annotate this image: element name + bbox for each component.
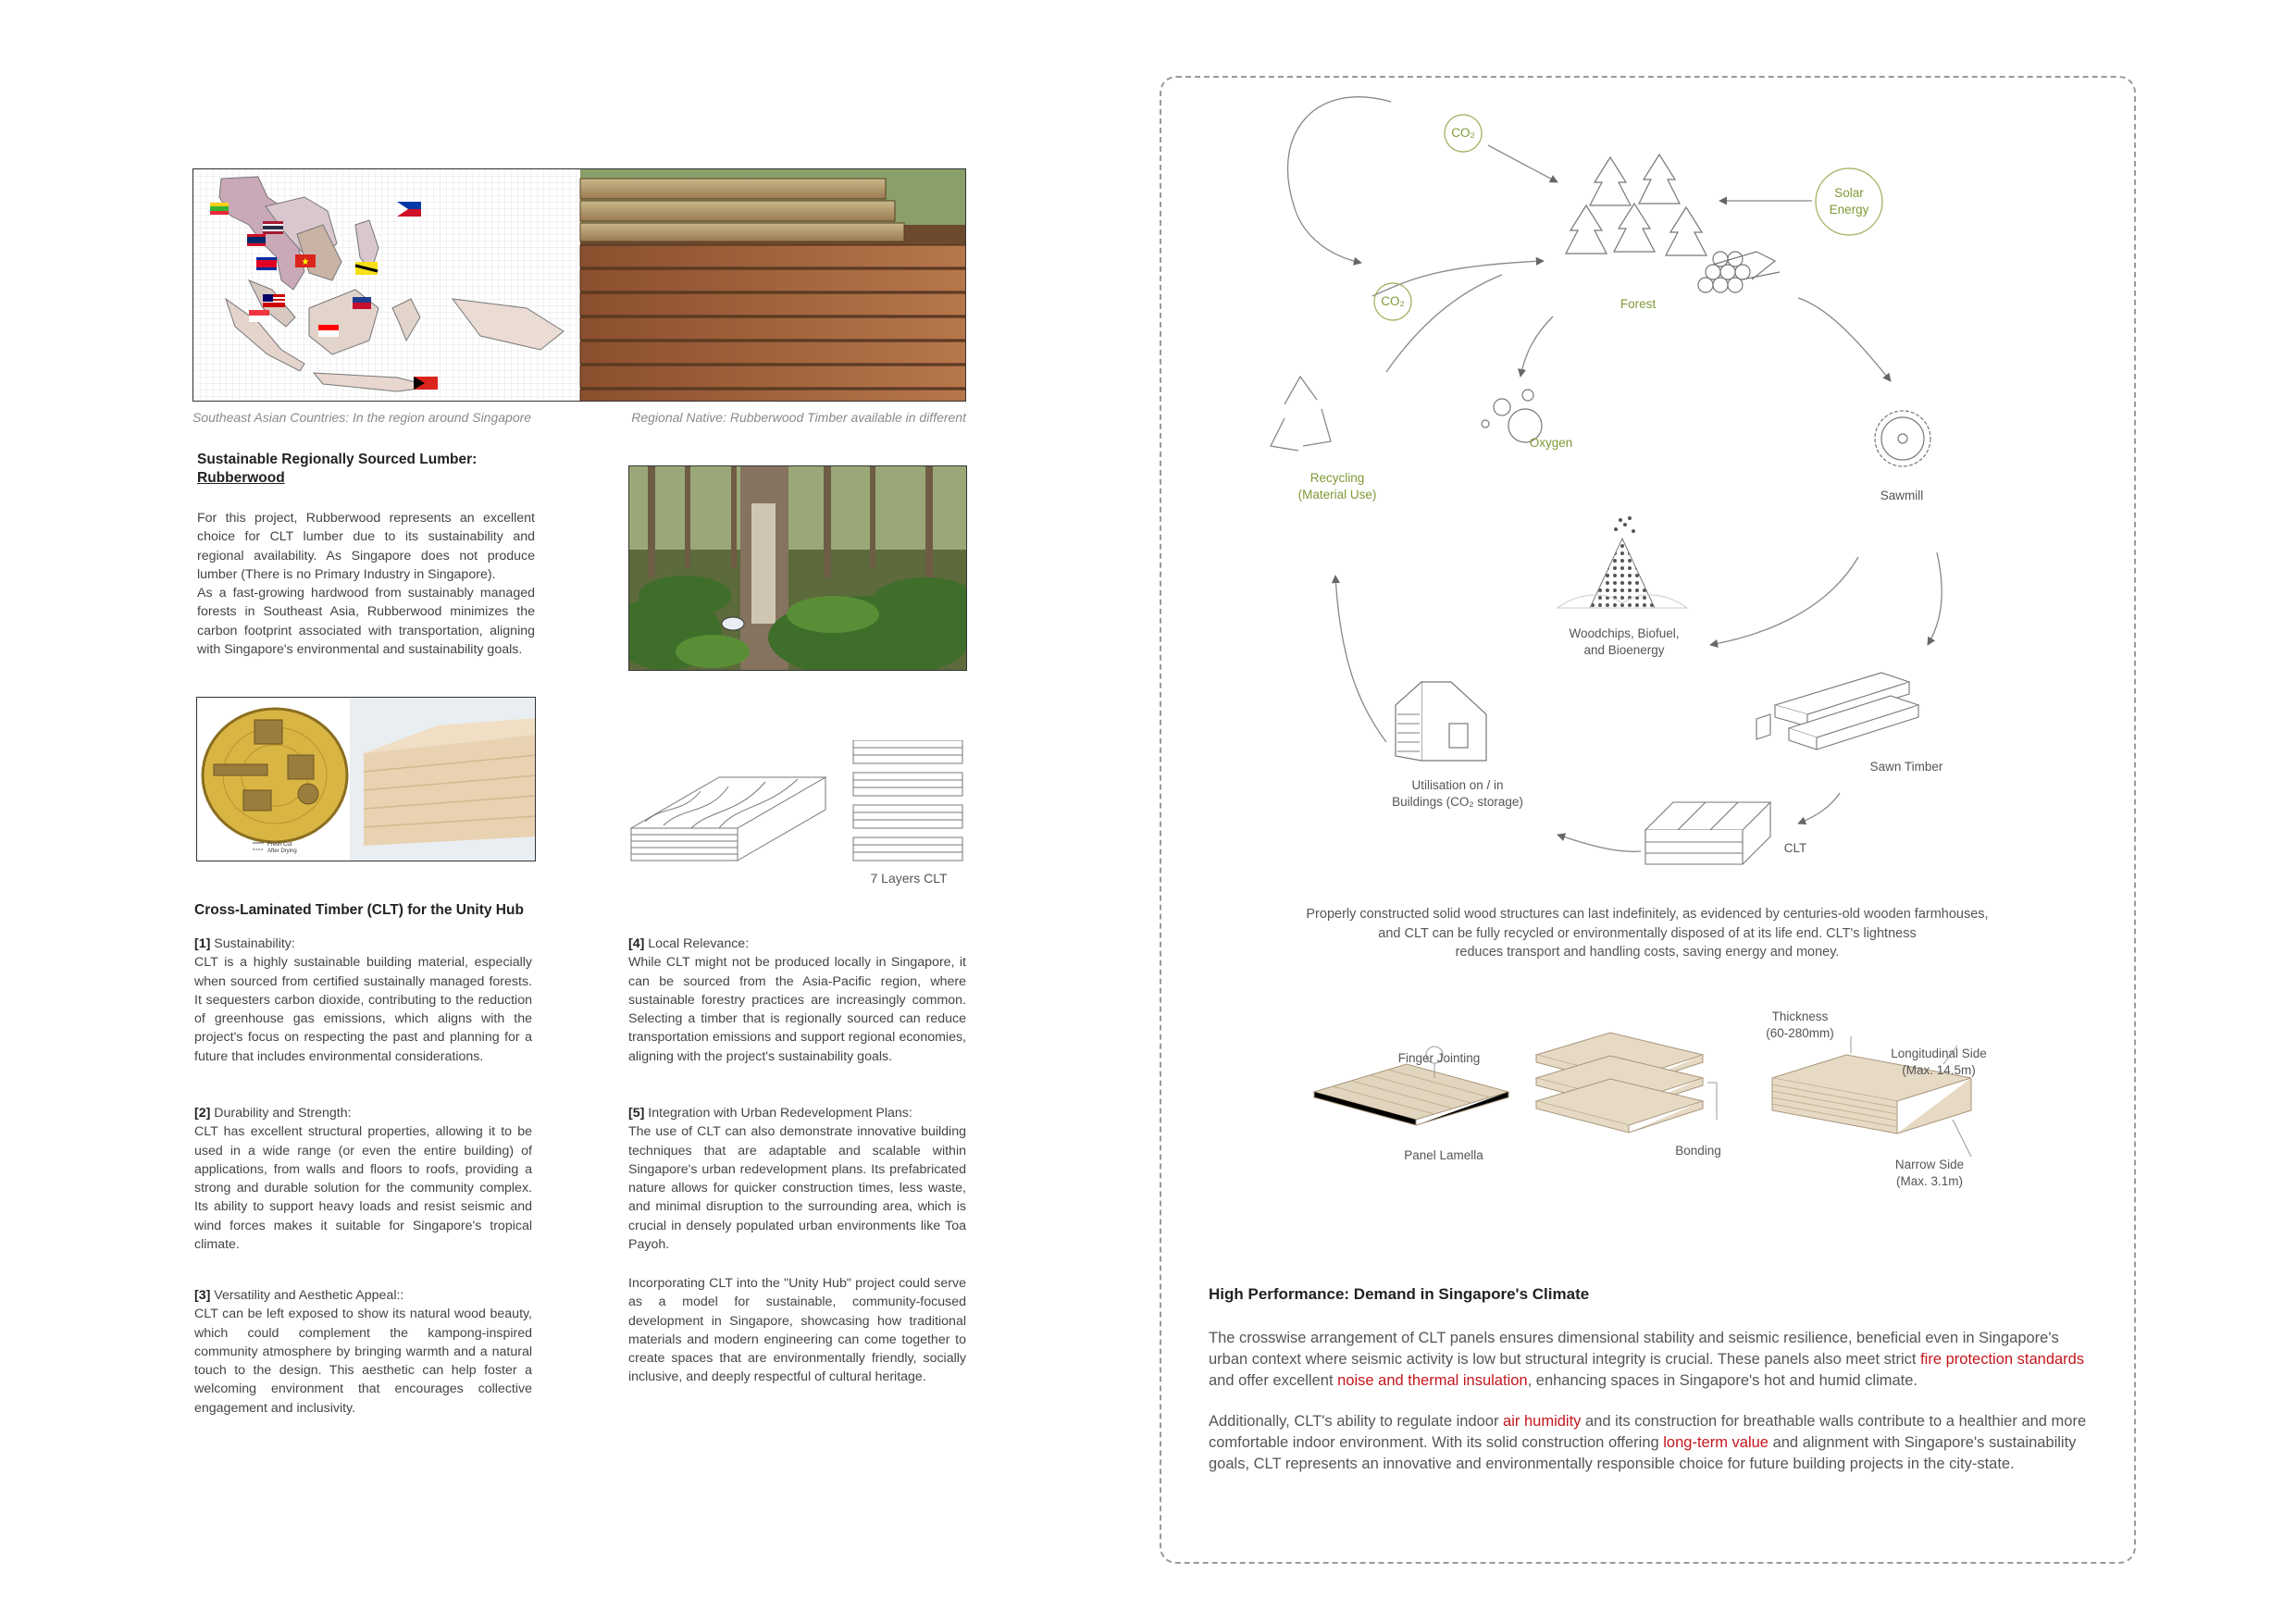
thickness-label [1749, 1009, 1851, 1042]
item-3-title: Versatility and Aesthetic Appeal:: [214, 1288, 404, 1303]
performance-p2: Additionally, CLT's ability to regulate indoor air humidity and its construction for breathable walls contribute to a healthier and more comfortable indoor environment. With its solid construction offering long-term value and alignment with Singapore's sustainability goals, CLT represents an innovative and environmentally responsible choice for future building projects in the city-state. [1209, 1413, 2087, 1472]
clt-layers-drawing [627, 740, 969, 870]
performance-heading: High Performance: Demand in Singapore's Climate [1209, 1285, 1590, 1303]
log-clt-figure [196, 697, 536, 861]
highlight-fire-protection: fire protection standards [1920, 1350, 2085, 1368]
cycle-text-2: and CLT can be fully recycled or environmentally disposed of at its life end. CLT's lightness [1378, 925, 1917, 941]
thickness-line-2: (60-280mm) [1766, 1026, 1834, 1040]
svg-text:★: ★ [301, 257, 310, 267]
cycle-description [1231, 905, 2064, 962]
closing-paragraph: Incorporating CLT into the "Unity Hub" project could serve as a model for sustainable, community-focused development in Singapore, showcasing how traditional materials and modern engineering can come together to create spaces that are environmentally friendly, socially inclusive, and deeply respectful of cultural heritage. [628, 1276, 966, 1385]
timber-caption: Regional Native: Rubberwood Timber available in different [631, 410, 966, 425]
item-1-body: CLT is a highly sustainable building material, especially when sourced from certified sustainally managed forests. It sequesters carbon dioxide, contributing to the reduction of greenhouse gas emissions, which aligns with the project's focus on respecting the past and planning for a future that includes environmental considerations. [194, 955, 532, 1064]
rubber-plantation-photo [628, 465, 967, 671]
bonding-label: Bonding [1675, 1144, 1721, 1158]
clt-item-4 [628, 935, 966, 1066]
longitudinal-line-2: (Max. 14.5m) [1902, 1063, 1976, 1077]
house-icon [1396, 682, 1486, 761]
sawn-timber-label: Sawn Timber [1869, 760, 1943, 774]
clt-item-1 [194, 935, 532, 1066]
map-timber-figure [192, 168, 966, 402]
highlight-insulation: noise and thermal insulation [1337, 1371, 1528, 1389]
cycle-text-1: Properly constructed solid wood structures can last indefinitely, as evidenced by centuries-old wooden farmhouses, [1306, 907, 1989, 922]
narrow-line-1: Narrow Side [1894, 1158, 1965, 1171]
recycling-line-2: (Material Use) [1297, 488, 1377, 502]
lumber-p2: As a fast-growing hardwood from sustainably managed forests in Southeast Asia, Rubberwood minimizes the carbon footprint associated with transportation, aligning with Singapore's environmental and sustainability goals. [197, 586, 535, 658]
clt-label: CLT [1783, 841, 1807, 855]
co2-label-left: CO₂ [1381, 294, 1405, 308]
clt-layers-caption: 7 Layers CLT [870, 871, 948, 886]
clt-item-2 [194, 1104, 532, 1254]
utilisation-label [1374, 777, 1541, 811]
item-5-title: Integration with Urban Redevelopment Plans: [648, 1106, 912, 1121]
performance-p1: The crosswise arrangement of CLT panels ensures dimensional stability and seismic resilience, beneficial even in Singapore's urban context where seismic activity is low but structural integrity is crucial. These panels also meet strict fire protection standards and offer excellent noise and thermal insulation, enhancing spaces in Singapore's hot and humid climate. [1209, 1330, 2085, 1389]
solar-line-1: Solar [1834, 186, 1864, 200]
map-caption: Southeast Asian Countries: In the region around Singapore [192, 410, 532, 425]
solar-line-2: Energy [1829, 203, 1869, 217]
finger-jointing-label: Finger Jointing [1397, 1051, 1481, 1065]
thickness-line-1: Thickness [1771, 1010, 1829, 1023]
forest-icon [1566, 155, 1780, 292]
narrow-side-label [1879, 1157, 1980, 1190]
forest-label: Forest [1620, 297, 1657, 311]
recycling-icon [1271, 377, 1331, 451]
woodchips-line-1: Woodchips, Biofuel, [1569, 626, 1680, 640]
lumber-paragraph [197, 509, 535, 659]
utilisation-line-2: Buildings (CO₂ storage) [1392, 795, 1523, 809]
solar-label [1812, 185, 1886, 218]
log-legend-1: Fresh Cut [267, 842, 292, 848]
longitudinal-label [1879, 1046, 1999, 1079]
item-5-number: [5] [628, 1106, 645, 1121]
item-3-body: CLT can be left exposed to show its natural wood beauty, which could complement the kampong-inspired community atmosphere by bringing warmth and a natural touch to the design. This aesthetic can help foster a welcoming environment that encourages collective engagement and inclusivity. [194, 1307, 532, 1416]
clt-item-5 [628, 1104, 966, 1254]
narrow-line-2: (Max. 3.1m) [1895, 1174, 1963, 1188]
lumber-subheading: Rubberwood [197, 470, 285, 486]
sawmill-icon [1875, 411, 1930, 466]
clt-heading: Cross-Laminated Timber (CLT) for the Unity Hub [194, 902, 524, 918]
panel-lamella-label: Panel Lamella [1404, 1148, 1483, 1162]
item-4-body: While CLT might not be produced locally in Singapore, it can be sourced from the Asia-Pacific region, where sustainable forestry practices are increasingly common. Selecting a timber that is regionally sourced can reduce transportation emissions and support regional economies, aligning with the project's sustainability goals. [628, 955, 966, 1064]
item-4-title: Local Relevance: [648, 936, 750, 951]
highlight-air-humidity: air humidity [1503, 1413, 1582, 1431]
performance-text [1209, 1328, 2097, 1475]
item-1-title: Sustainability: [214, 936, 295, 951]
lumber-p1: For this project, Rubberwood represents an excellent choice for CLT lumber due to its sustainability and regional availability. As Singapore does not produce lumber (There is no Primary Industry in Singapore). [197, 511, 535, 582]
highlight-long-term-value: long-term value [1663, 1434, 1769, 1452]
utilisation-line-1: Utilisation on / in [1411, 778, 1504, 792]
woodchips-icon [1558, 516, 1687, 608]
oxygen-label: Oxygen [1529, 436, 1573, 450]
cycle-text-3: reduces transport and handling costs, saving energy and money. [1455, 945, 1840, 960]
sawn-timber-icon [1756, 673, 1918, 750]
co2-label-top: CO₂ [1451, 126, 1475, 140]
lumber-heading: Sustainable Regionally Sourced Lumber: [197, 452, 478, 467]
clt-icon [1645, 802, 1770, 864]
item-1-number: [1] [194, 936, 211, 951]
recycling-label [1286, 470, 1388, 503]
woodchips-label [1555, 626, 1694, 659]
item-2-title: Durability and Strength: [214, 1106, 352, 1121]
item-2-number: [2] [194, 1106, 211, 1121]
woodchips-line-2: and Bioenergy [1583, 643, 1665, 657]
item-5-body: The use of CLT can also demonstrate innovative building techniques that are adaptable and scalable within Singapore's urban redevelopment plans. Its prefabricated nature allows for quicker construction times, less waste, and minimal disruption to the surrounding area, which is crucial in densely populated urban environments like Toa Payoh. [628, 1124, 966, 1253]
clt-item-3 [194, 1286, 532, 1418]
longitudinal-line-1: Longitudinal Side [1891, 1047, 1987, 1060]
sawmill-label: Sawmill [1880, 489, 1924, 502]
item-3-number: [3] [194, 1288, 211, 1303]
log-legend-2: After Drying [267, 849, 297, 854]
item-2-body: CLT has excellent structural properties, allowing it to be used in a wide range (or even the entire building) of applications, from walls and floors to roofs, providing a strong and durable solution for the community complex. Its ability to support heavy loads and resist seismic and wind forces makes it suitable for Singapore's tropical climate. [194, 1124, 532, 1253]
southeast-asia-map [193, 169, 966, 402]
item-4-number: [4] [628, 936, 645, 951]
recycling-line-1: Recycling [1309, 471, 1365, 485]
